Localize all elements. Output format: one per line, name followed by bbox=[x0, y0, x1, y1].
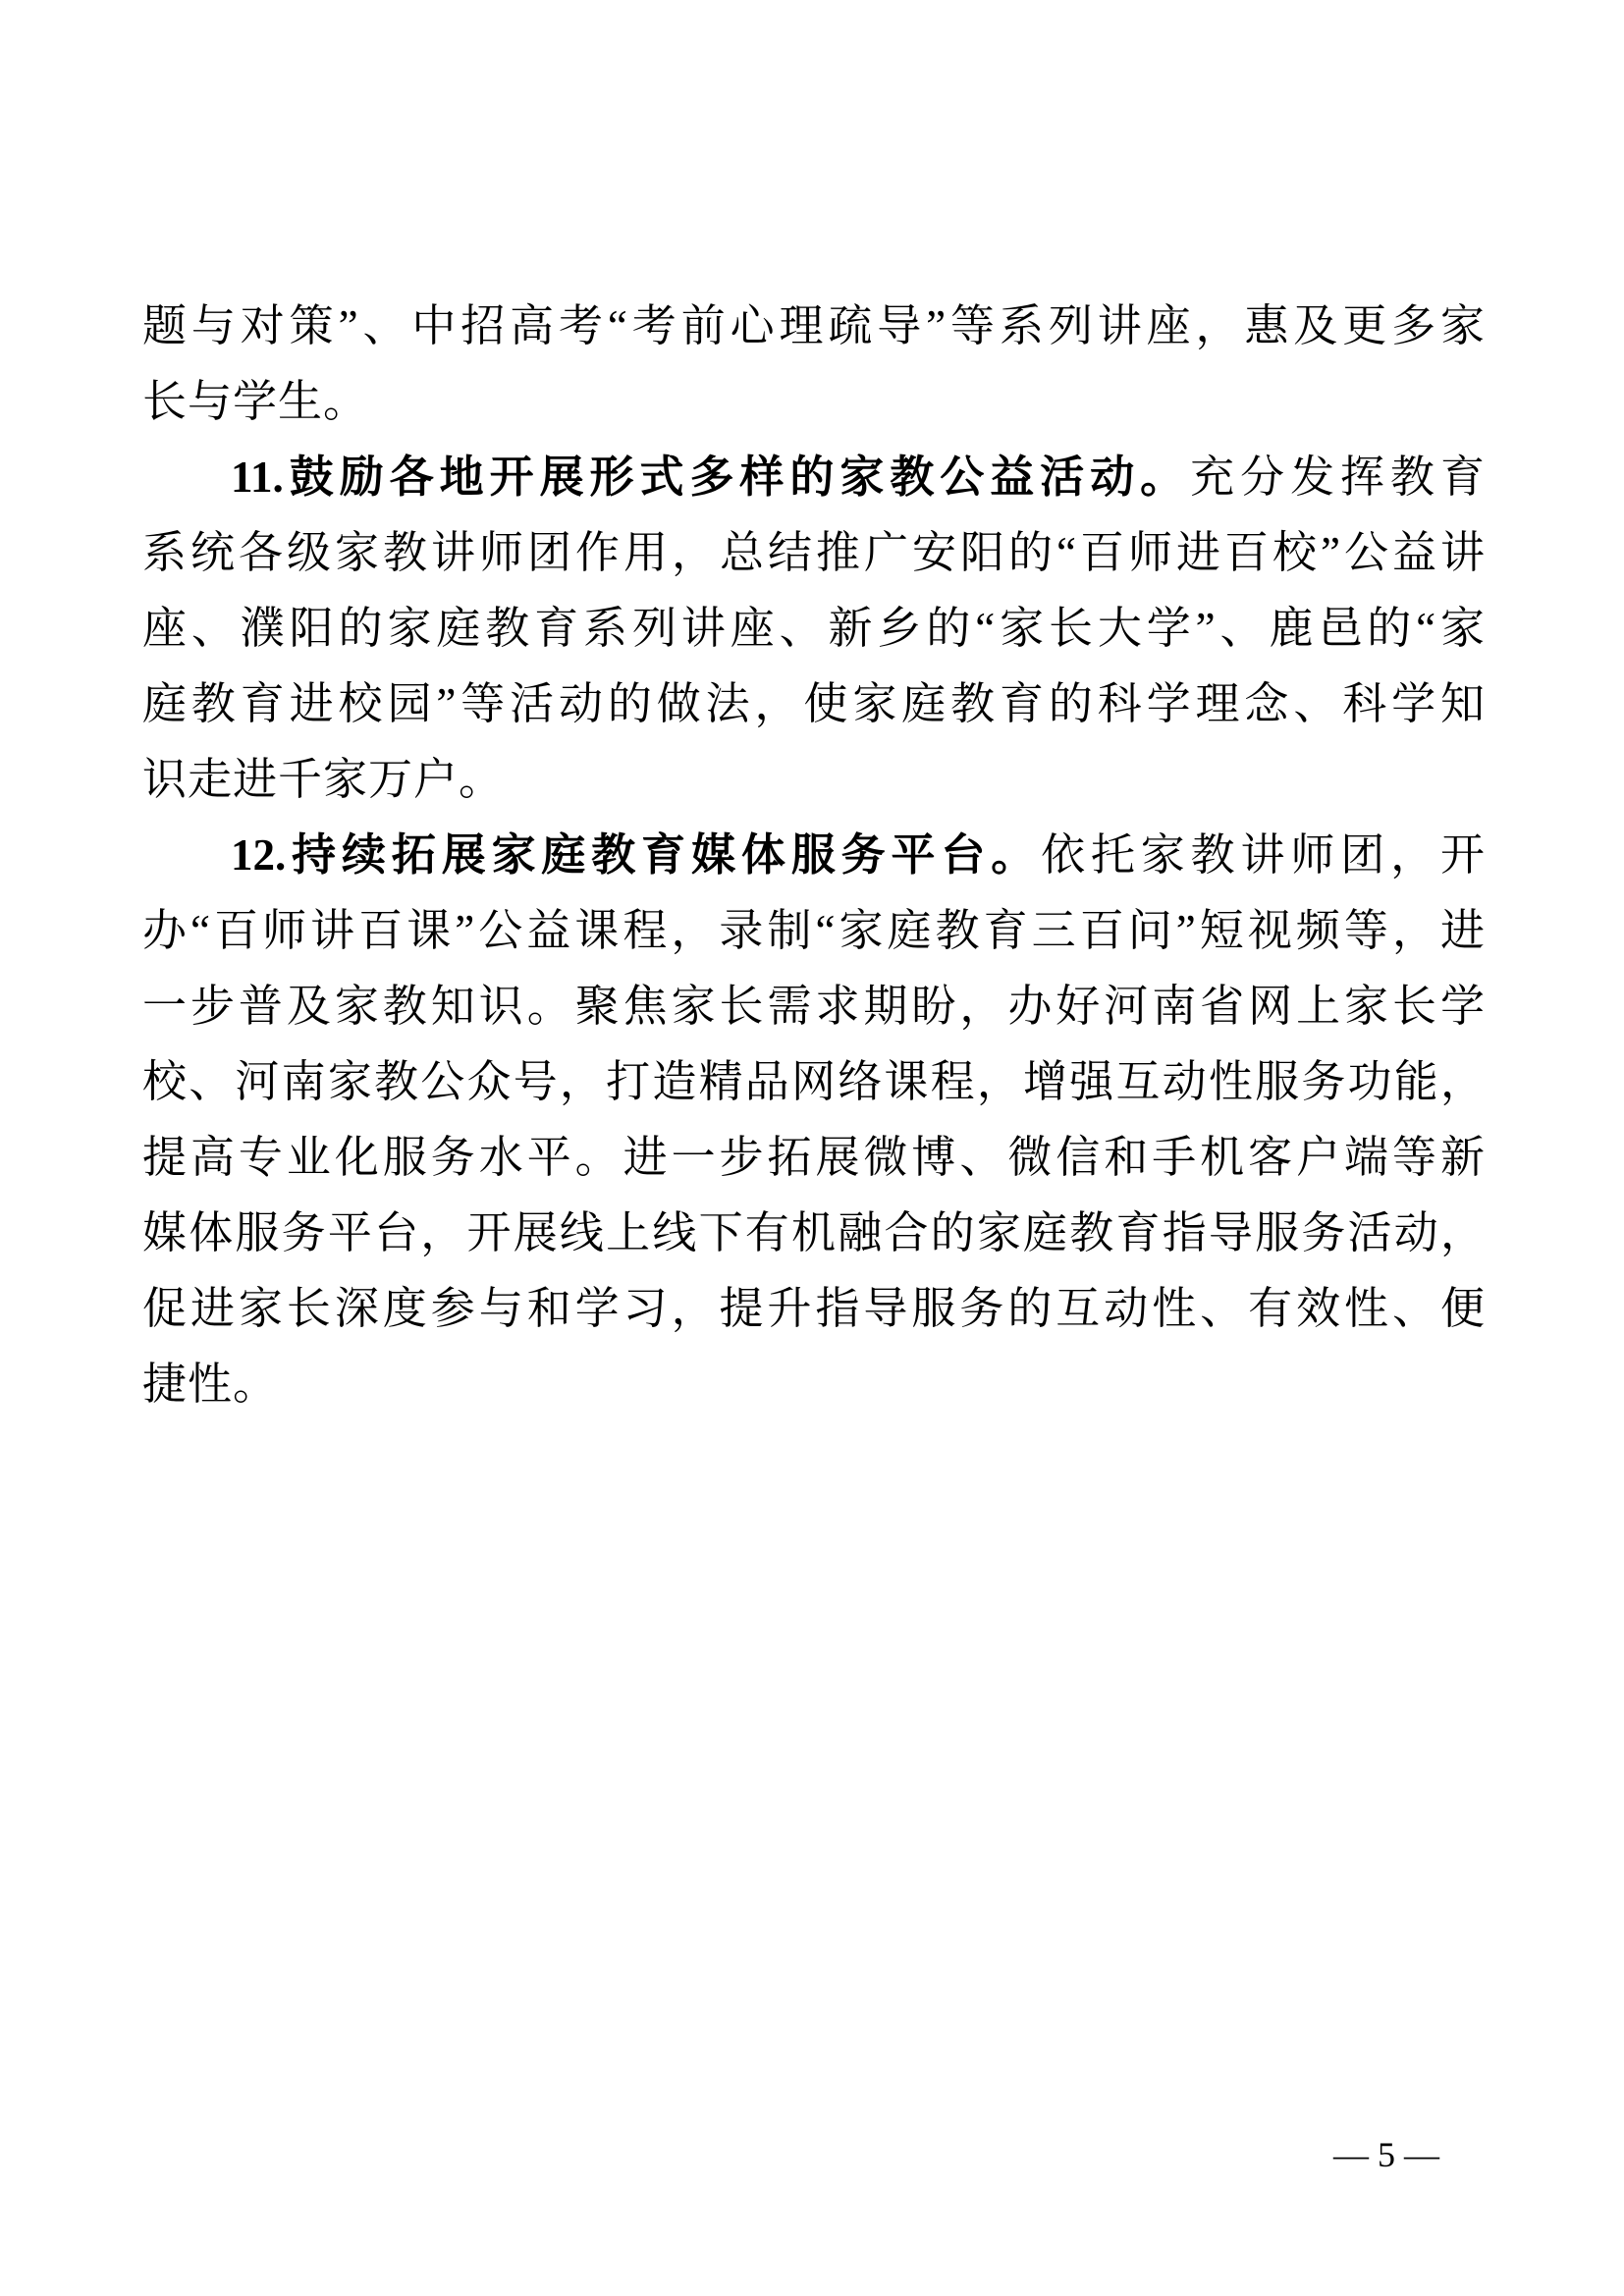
paragraph-3-line-5 bbox=[142, 1120, 1485, 1196]
paragraph-3-line-4 bbox=[142, 1044, 1485, 1120]
text-segment: 座、濮阳的家庭教育系列讲座、新乡的“家长大学”、鹿邑的“家 bbox=[142, 604, 1485, 653]
page-number: — 5 — bbox=[1333, 2135, 1439, 2174]
text-segment: 办“百师讲百课”公益课程，录制“家庭教育三百问”短视频等，进 bbox=[142, 906, 1485, 955]
paragraph-3-line-2 bbox=[142, 893, 1485, 969]
paragraph-2-line-2 bbox=[142, 515, 1485, 591]
paragraph-1-line-2 bbox=[142, 364, 1485, 440]
text-segment: 庭教育进校园”等活动的做法，使家庭教育的科学理念、科学知 bbox=[142, 679, 1485, 728]
text-segment: 充分发挥教育 bbox=[1190, 453, 1485, 502]
paragraph-3-line-3 bbox=[142, 969, 1485, 1044]
text-segment: 媒体服务平台，开展线上线下有机融合的家庭教育指导服务活动， bbox=[142, 1208, 1485, 1257]
paragraph-3-line-6 bbox=[142, 1196, 1485, 1271]
bold-text-segment: 12.持续拓展家庭教育媒体服务平台。 bbox=[231, 830, 1042, 880]
bold-text-segment: 11.鼓励各地开展形式多样的家教公益活动。 bbox=[231, 453, 1191, 502]
text-segment: 识走进千家万户。 bbox=[142, 755, 505, 804]
paragraph-1-line-1 bbox=[142, 289, 1485, 364]
paragraph-2-line-5 bbox=[142, 742, 1485, 818]
text-segment: 题与对策”、中招高考“考前心理疏导”等系列讲座，惠及更多家 bbox=[142, 301, 1485, 350]
paragraph-3-line-1 bbox=[142, 818, 1485, 893]
text-segment: 一步普及家教知识。聚焦家长需求期盼，办好河南省网上家长学 bbox=[142, 982, 1485, 1031]
paragraph-3-line-8 bbox=[142, 1347, 1485, 1422]
paragraph-2-line-3 bbox=[142, 591, 1485, 667]
text-segment: 提高专业化服务水平。进一步拓展微博、微信和手机客户端等新 bbox=[142, 1133, 1485, 1182]
text-segment: 校、河南家教公众号，打造精品网络课程，增强互动性服务功能， bbox=[142, 1057, 1485, 1106]
text-segment: 促进家长深度参与和学习，提升指导服务的互动性、有效性、便 bbox=[142, 1284, 1485, 1333]
paragraph-2-line-4 bbox=[142, 667, 1485, 742]
paragraph-2-line-1 bbox=[142, 440, 1485, 515]
text-segment: 系统各级家教讲师团作用，总结推广安阳的“百师进百校”公益讲 bbox=[142, 528, 1485, 577]
text-segment: 捷性。 bbox=[142, 1360, 279, 1409]
text-segment: 依托家教讲师团，开 bbox=[1041, 830, 1485, 880]
text-segment: 长与学生。 bbox=[142, 377, 369, 426]
paragraph-3-line-7 bbox=[142, 1271, 1485, 1347]
document-body-text bbox=[142, 289, 1485, 1422]
